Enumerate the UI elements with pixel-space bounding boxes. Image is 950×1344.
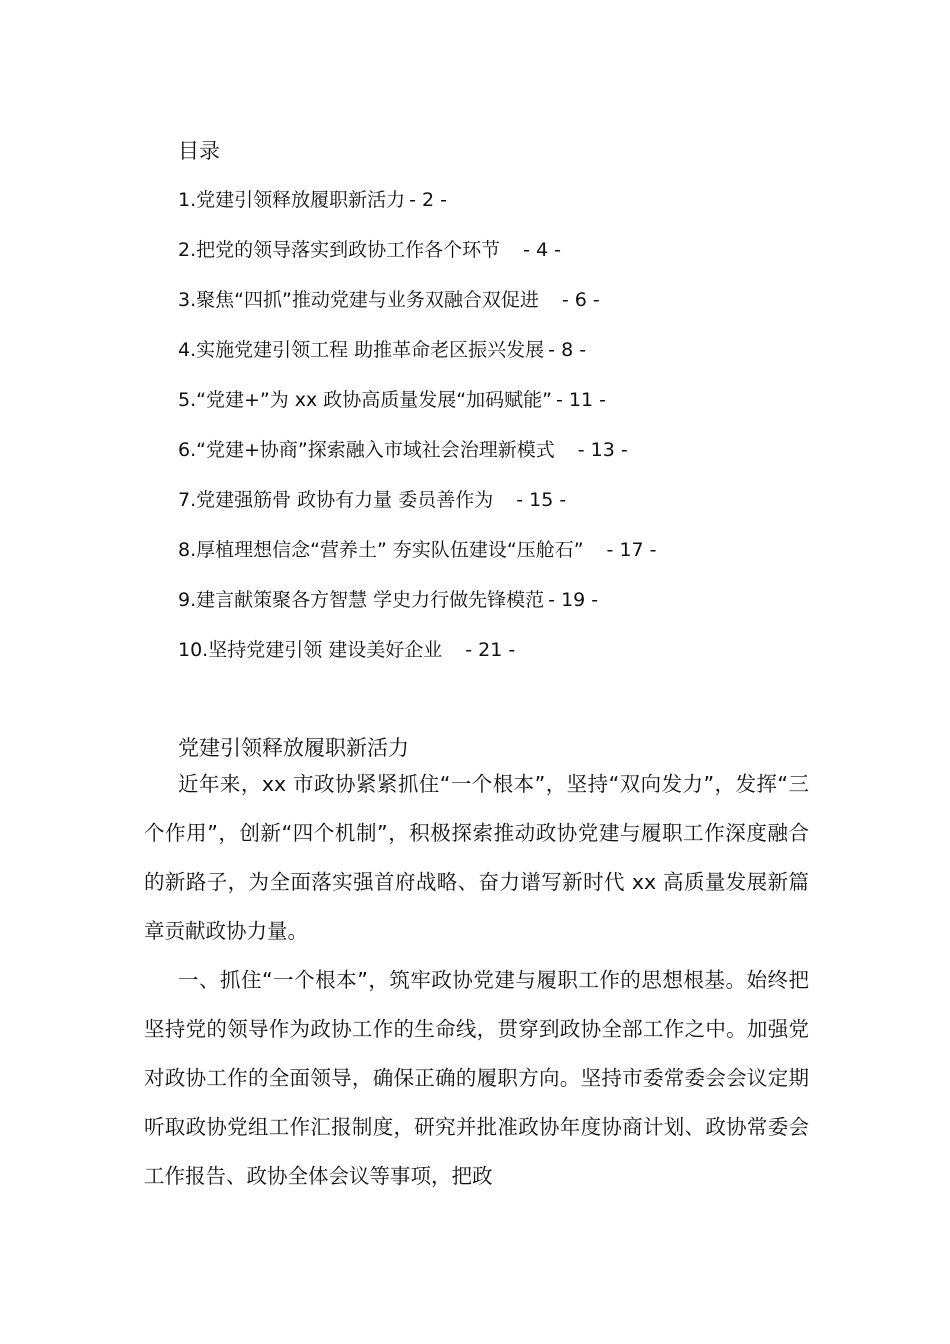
toc-item-label: 5.“党建+”为 xx 政协高质量发展“加码赋能” (178, 389, 552, 411)
toc-item-label: 1.党建引领释放履职新活力 (178, 189, 406, 211)
toc-item-page: - 19 - (548, 589, 599, 611)
toc-item-page: - 21 - (465, 639, 516, 661)
toc-item-page: - 17 - (606, 539, 657, 561)
toc-item[interactable] (178, 236, 657, 286)
section-heading: 党建引领释放履职新活力 (178, 736, 409, 760)
toc-item[interactable] (178, 286, 657, 336)
toc-title: 目录 (178, 139, 220, 163)
body-paragraph: 近年来，xx 市政协紧紧抓住“一个根本”，坚持“双向发力”，发挥“三个作用”，创新“四个机制”，积极探索推动政协党建与履职工作深度融合的新路子，为全面落实强首府战略、奋力谱写新时代 xx 高质量发展新篇章贡献政协力量。 (144, 772, 809, 943)
toc-item-label: 10.坚持党建引领 建设美好企业 (178, 639, 462, 661)
toc-item-label: 7.党建强筋骨 政协有力量 委员善作为 (178, 489, 513, 511)
toc-item[interactable] (178, 636, 657, 686)
toc-item[interactable] (178, 536, 657, 586)
toc-item[interactable] (178, 486, 657, 536)
toc-item-label: 4.实施党建引领工程 助推革命老区振兴发展 (178, 339, 545, 361)
toc-item-page: - 13 - (577, 439, 628, 461)
toc-item-label: 6.“党建+协商”探索融入市域社会治理新模式 (178, 439, 574, 461)
body-paragraph: 一、抓住“一个根本”，筑牢政协党建与履职工作的思想根基。始终把坚持党的领导作为政协工作的生命线，贯穿到政协全部工作之中。加强党对政协工作的全面领导，确保正确的履职方向。坚持市委常委会会议定期听取政协党组工作汇报制度，研究并批准政协年度协商计划、政协常委会工作报告、政协全体会议等事项，把政 (144, 968, 809, 1188)
toc-item-page: - 15 - (516, 489, 567, 511)
toc-item-label: 3.聚焦“四抓”推动党建与业务双融合双促进 (178, 289, 558, 311)
toc-item[interactable] (178, 186, 657, 236)
toc-item-page: - 6 - (561, 289, 600, 311)
toc-item-page: - 11 - (556, 389, 606, 411)
table-of-contents (178, 186, 657, 686)
toc-item-label: 9.建言献策聚各方智慧 学史力行做先锋模范 (178, 589, 545, 611)
toc-item[interactable] (178, 436, 657, 486)
toc-item-label: 2.把党的领导落实到政协工作各个环节 (178, 239, 520, 261)
article-body (144, 760, 809, 1201)
toc-item[interactable] (178, 586, 657, 636)
toc-item-page: - 4 - (523, 239, 562, 261)
toc-item-page: - 2 - (409, 189, 448, 211)
toc-item[interactable] (178, 386, 657, 436)
toc-item-label: 8.厚植理想信念“营养土” 夯实队伍建设“压舱石” (178, 539, 603, 561)
toc-item-page: - 8 - (548, 339, 587, 361)
toc-item[interactable] (178, 336, 657, 386)
